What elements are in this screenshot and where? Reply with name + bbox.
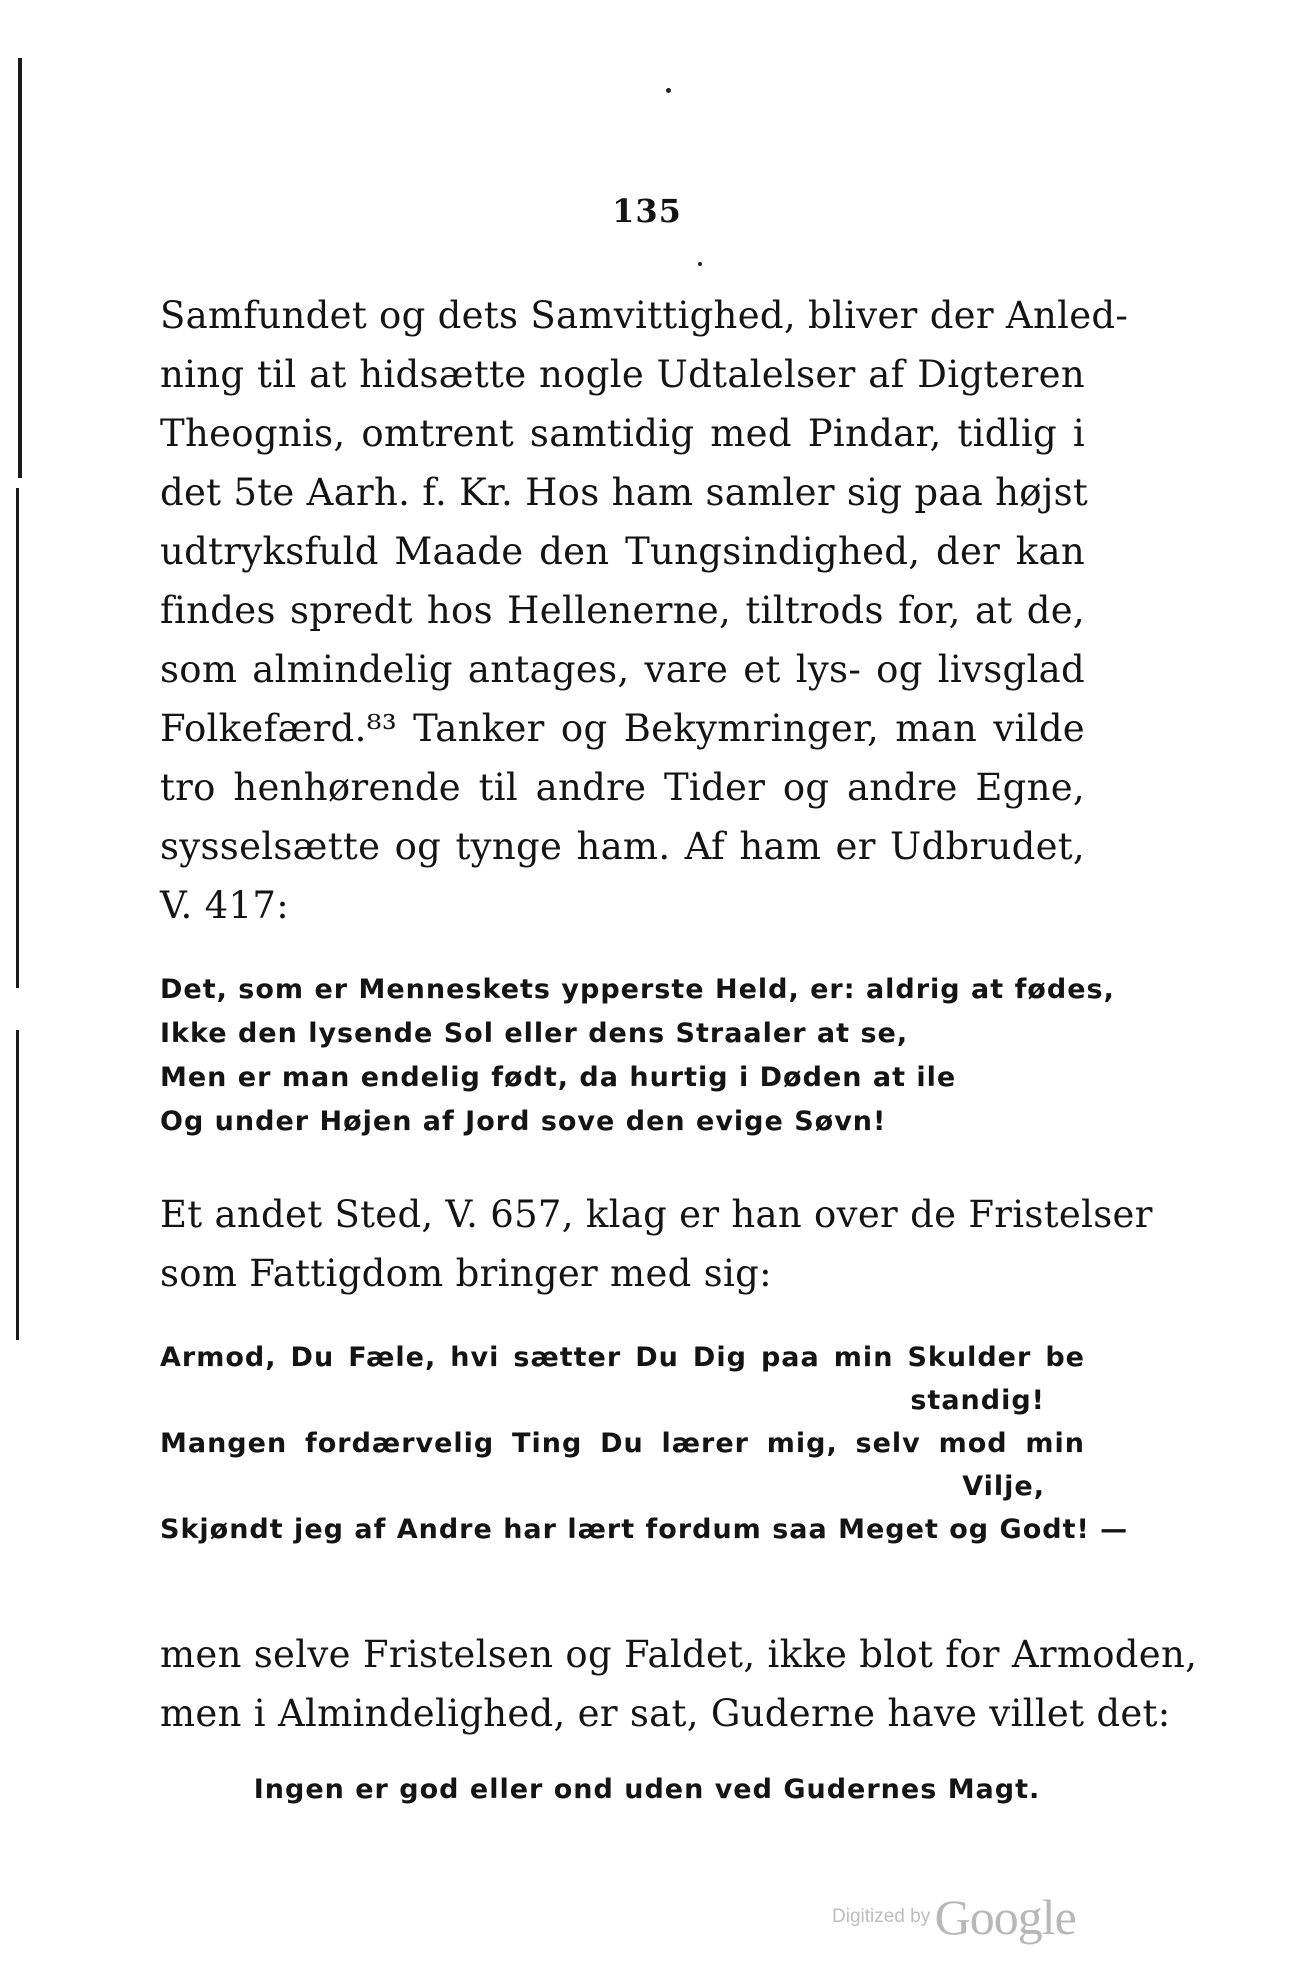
paragraph-2 — [160, 1185, 1153, 1303]
text-line: udtryksfuld Maade den Tungsindighed, der kan — [160, 530, 1085, 573]
verse-quote-1 — [160, 968, 1115, 1144]
paragraph-3 — [160, 1625, 1198, 1743]
text-line: findes spredt hos Hellenerne, tiltrods for, at de, — [160, 589, 1085, 632]
google-logo: Google — [934, 1889, 1076, 1945]
text-line: som almindelig antages, vare et lys- og livsglad — [160, 648, 1085, 691]
text-line: Samfundet og dets Samvittighed, bliver der Anled- — [160, 294, 1129, 337]
text-line: Theognis, omtrent samtidig med Pindar, tidlig i — [160, 412, 1085, 455]
verse-line: Armod, Du Fæle, hvi sætter Du Dig paa min Skulder be — [160, 1342, 1085, 1373]
scan-edge-mark — [18, 58, 22, 478]
verse-line: Og under Højen af Jord sove den evige Søvn! — [160, 1106, 887, 1137]
text-line: tro henhørende til andre Tider og andre Egne, — [160, 766, 1085, 809]
paragraph-1 — [160, 286, 1129, 935]
text-line: som Fattigdom bringer med sig: — [160, 1252, 772, 1295]
text-line: Et andet Sted, V. 657, klag er han over de Fristelser — [160, 1193, 1153, 1236]
verse-line: Men er man endelig født, da hurtig i Døden at ile — [160, 1062, 957, 1093]
verse-line: Skjøndt jeg af Andre har lært fordum saa Meget og Godt! — — [160, 1514, 1129, 1545]
digitized-by-watermark — [832, 1888, 1076, 1946]
page-number: 135 — [612, 192, 682, 230]
verse-quote-3: Ingen er god eller ond uden ved Gudernes Magt. — [253, 1774, 1041, 1805]
text-line: V. 417: — [160, 884, 289, 927]
verse-line: Ikke den lysende Sol eller dens Straaler at se, — [160, 1018, 909, 1049]
verse-quote-2 — [160, 1336, 1129, 1551]
verse-line: Det, som er Menneskets ypperste Held, er: aldrig at fødes, — [160, 974, 1115, 1005]
scan-speck — [698, 262, 702, 266]
text-line: ning til at hidsætte nogle Udtalelser af Digteren — [160, 353, 1085, 396]
watermark-prefix: Digitized by — [832, 1906, 931, 1927]
text-line: det 5te Aarh. f. Kr. Hos ham samler sig paa højst — [160, 471, 1089, 514]
verse-line: Mangen fordærvelig Ting Du lærer mig, selv mod min — [160, 1428, 1085, 1459]
scan-speck — [666, 88, 671, 93]
verse-line-continuation: Vilje, — [962, 1471, 1045, 1502]
text-line: Folkefærd.⁸³ Tanker og Bekymringer, man vilde — [160, 707, 1085, 750]
scan-edge-mark — [16, 488, 19, 988]
verse-line-continuation: standig! — [910, 1385, 1045, 1416]
text-line: men selve Fristelsen og Faldet, ikke blot for Armoden, — [160, 1633, 1198, 1676]
text-line: sysselsætte og tynge ham. Af ham er Udbrudet, — [160, 825, 1085, 868]
scan-edge-mark — [16, 1030, 19, 1340]
text-line: men i Almindelighed, er sat, Guderne have villet det: — [160, 1692, 1171, 1735]
